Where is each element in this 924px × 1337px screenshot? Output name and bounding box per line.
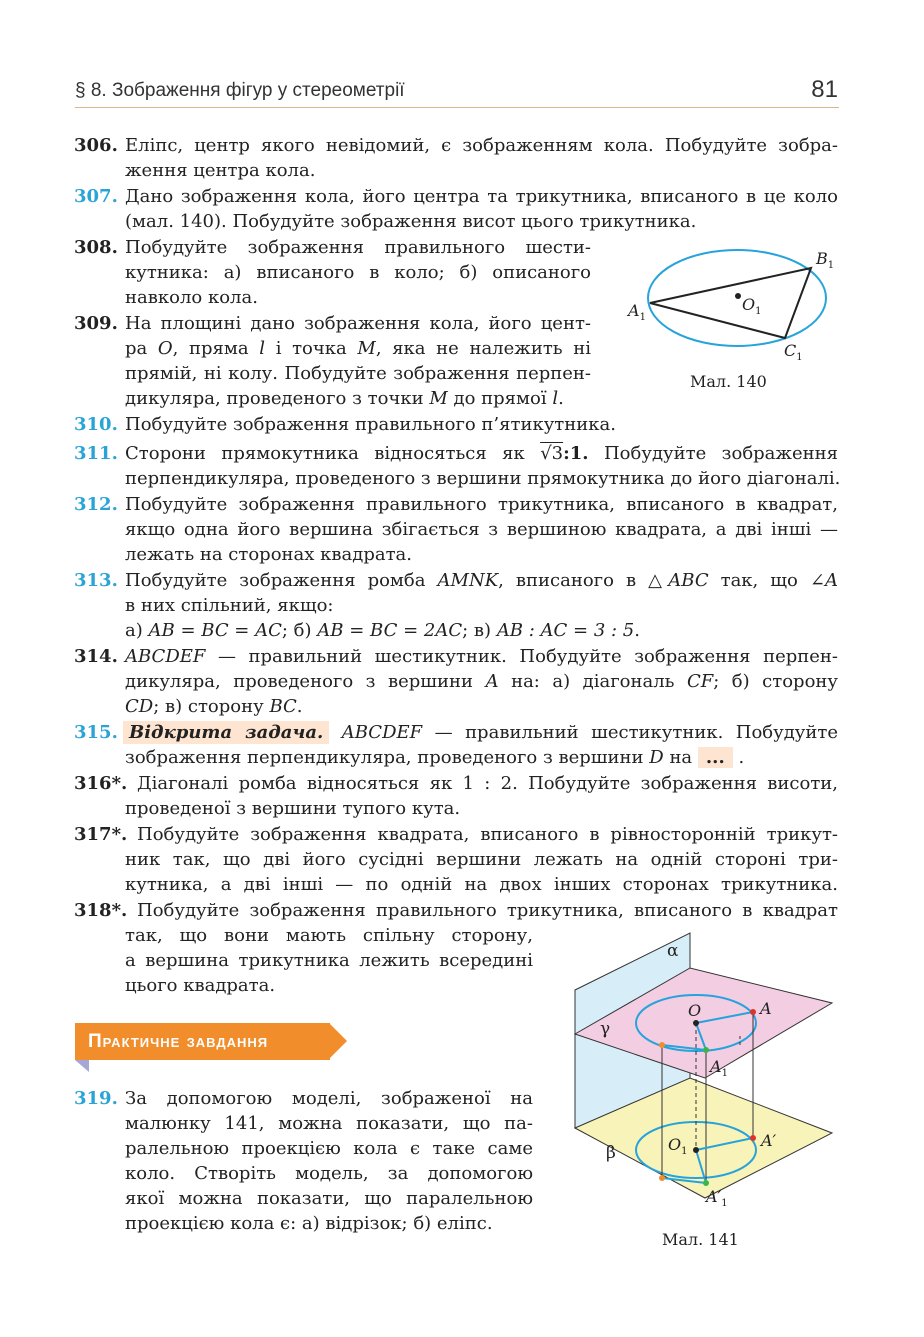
open-problem-label: Відкрита задача. [123,721,329,744]
problem-315-line-2: зображення перпендикуляра, проведеного з вершини D на ... . [125,747,745,768]
problem-309-line-1: На площині дано зображення кола, його цент- [125,313,591,334]
problem-318-line-4: цього квадрата. [125,975,276,996]
running-header: § 8. Зображення фігур у стереометрії [75,80,405,101]
blank-placeholder: ... [698,747,733,768]
problem-308-line-3: навколо кола. [125,287,258,308]
problem-314-line-1: ABCDEF — правильний шестикутник. Побудуйте зображення перпен- [125,646,838,667]
fig140-label-A1: $A_1$ [628,301,646,323]
label-gamma: γ [600,1019,611,1039]
figure-140-caption: Мал. 140 [690,372,767,391]
problem-number-319: 319. [74,1088,118,1109]
problem-number-306: 306. [74,135,118,156]
problem-311-line-2: перпендикуляра, проведеного з вершини прямокутника до його діагоналі. [125,468,841,489]
problem-308-line-1: Побудуйте зображення правильного шести- [125,237,591,258]
problem-319-line-5: якої можна показати, що паралельною [125,1188,533,1209]
problem-313-line-2: в них спільний, якщо: [125,595,334,616]
problem-307-line-2: (мал. 140). Побудуйте зображення висот цього трикутника. [125,211,697,232]
fig140-triangle [650,268,811,338]
problem-309-line-3: прямій, ні колу. Побудуйте зображення перпен- [125,363,591,384]
header-rule [75,107,839,108]
point-A [750,1009,756,1015]
problem-318-line-2: так, що вони мають спільну сторону, [125,925,533,946]
label-A-prime: A′ [761,1131,777,1150]
problem-313-line-1: Побудуйте зображення ромба AMNK, вписаного в △ABC так, що ∠A [125,570,838,591]
problem-number-309: 309. [74,313,118,334]
label-A1: $A_1$ [710,1057,728,1079]
problem-number-317: 317*. [74,824,128,845]
problem-311-line-1: Сторони прямокутника відносяться як √3:1. Побудуйте зображення [125,443,838,464]
label-O1: $O_1$ [668,1135,688,1157]
problem-319-line-4: коло. Створіть модель, за допомогою [125,1163,533,1184]
problem-319-line-3: ралельною проекцією кола є таке саме [125,1138,533,1159]
problem-number-314: 314. [74,646,118,667]
problem-319-line-1: За допомогою моделі, зображеної на [125,1088,533,1109]
problem-number-318: 318*. [74,900,128,921]
problem-number-315: 315. [74,722,118,743]
fig140-label-C1: $C_1$ [784,341,803,363]
label-A: A [760,999,772,1018]
fig140-center-dot [735,293,741,299]
label-alpha: α [667,941,679,961]
problem-312-line-2: якщо одна його вершина збігається з вершиною квадрата, а дві інші — [125,519,838,540]
problem-316-line-2: проведеної з вершини тупого кута. [125,798,461,819]
point-left-bottom [659,1175,665,1181]
fig140-label-O1: $O_1$ [742,295,762,317]
point-left-top [659,1042,665,1048]
problem-317-line-3: кутника, а дві інші — по одній на двох інших сторонах трикутника. [125,874,838,895]
problem-316-line-1: Діагоналі ромба відносяться як 1 : 2. Побудуйте зображення висоти, [137,773,838,794]
problem-309-line-4: дикуляра, проведеного з точки M до прямої l. [125,388,564,409]
figure-140 [620,240,840,370]
problem-number-312: 312. [74,494,118,515]
problem-309-line-2: ра O, пряма l і точка M, яка не належить ні [125,338,591,359]
problem-319-line-6: проекцією кола є: а) відрізок; б) еліпс. [125,1213,493,1234]
problem-312-line-1: Побудуйте зображення правильного трикутника, вписаного в квадрат, [125,494,838,515]
problem-308-line-2: кутника: а) вписаного в коло; б) описаного [125,262,591,283]
point-A1 [703,1047,709,1053]
problem-310-line-1: Побудуйте зображення правильного п’ятикутника. [125,414,616,435]
fig140-label-B1: $B_1$ [816,249,835,271]
problem-number-310: 310. [74,414,118,435]
problem-307-line-1: Дано зображення кола, його центра та трикутника, вписаного в це коло [125,186,838,207]
problem-315-line-1: Відкрита задача. ABCDEF — правильний шестикутник. Побудуйте [125,720,838,745]
problem-314-line-3: CD; в) сторону BC. [125,696,303,717]
point-A-prime [750,1135,756,1141]
figure-141 [570,928,840,1228]
problem-312-line-3: лежать на сторонах квадрата. [125,544,413,565]
banner-fold [75,1060,89,1072]
problem-number-316: 316*. [74,773,128,794]
problem-306-line-2: ження центра кола. [125,160,316,181]
label-A1-prime: $A'_1$ [706,1187,728,1209]
problem-318-line-1: Побудуйте зображення правильного трикутника, вписаного в квадрат [137,900,838,921]
problem-number-311: 311. [74,443,118,464]
page-number: 81 [811,76,838,103]
point-O [693,1020,699,1026]
problem-319-line-2: малюнку 141, можна показати, що па- [125,1113,533,1134]
point-A1-prime [703,1180,709,1186]
problem-317-line-1: Побудуйте зображення квадрата, вписаного в рівносторонній трикут- [137,824,838,845]
problem-314-line-2: дикуляра, проведеного з вершини A на: а) діагональ CF; б) сторону [125,671,838,692]
point-O1 [693,1147,699,1153]
problem-number-313: 313. [74,570,118,591]
banner-arrow-tip [329,1023,347,1059]
sqrt3: √3 [540,443,564,464]
problem-number-308: 308. [74,237,118,258]
problem-317-line-2: ник так, що дві його сусідні вершини лежать на одній стороні три- [125,849,838,870]
label-O: O [688,1001,702,1020]
label-beta: β [606,1143,616,1163]
problem-313-line-3: а) AB = BC = AC; б) AB = BC = 2AC; в) AB : AC = 3 : 5. [125,620,640,641]
problem-306-line-1: Еліпс, центр якого невідомий, є зображенням кола. Побудуйте зобра- [125,135,838,156]
practical-task-banner: Практичне завдання [75,1023,330,1060]
problem-318-line-3: а вершина трикутника лежить всередині [125,950,533,971]
figure-141-caption: Мал. 141 [662,1230,739,1249]
problem-number-307: 307. [74,186,118,207]
